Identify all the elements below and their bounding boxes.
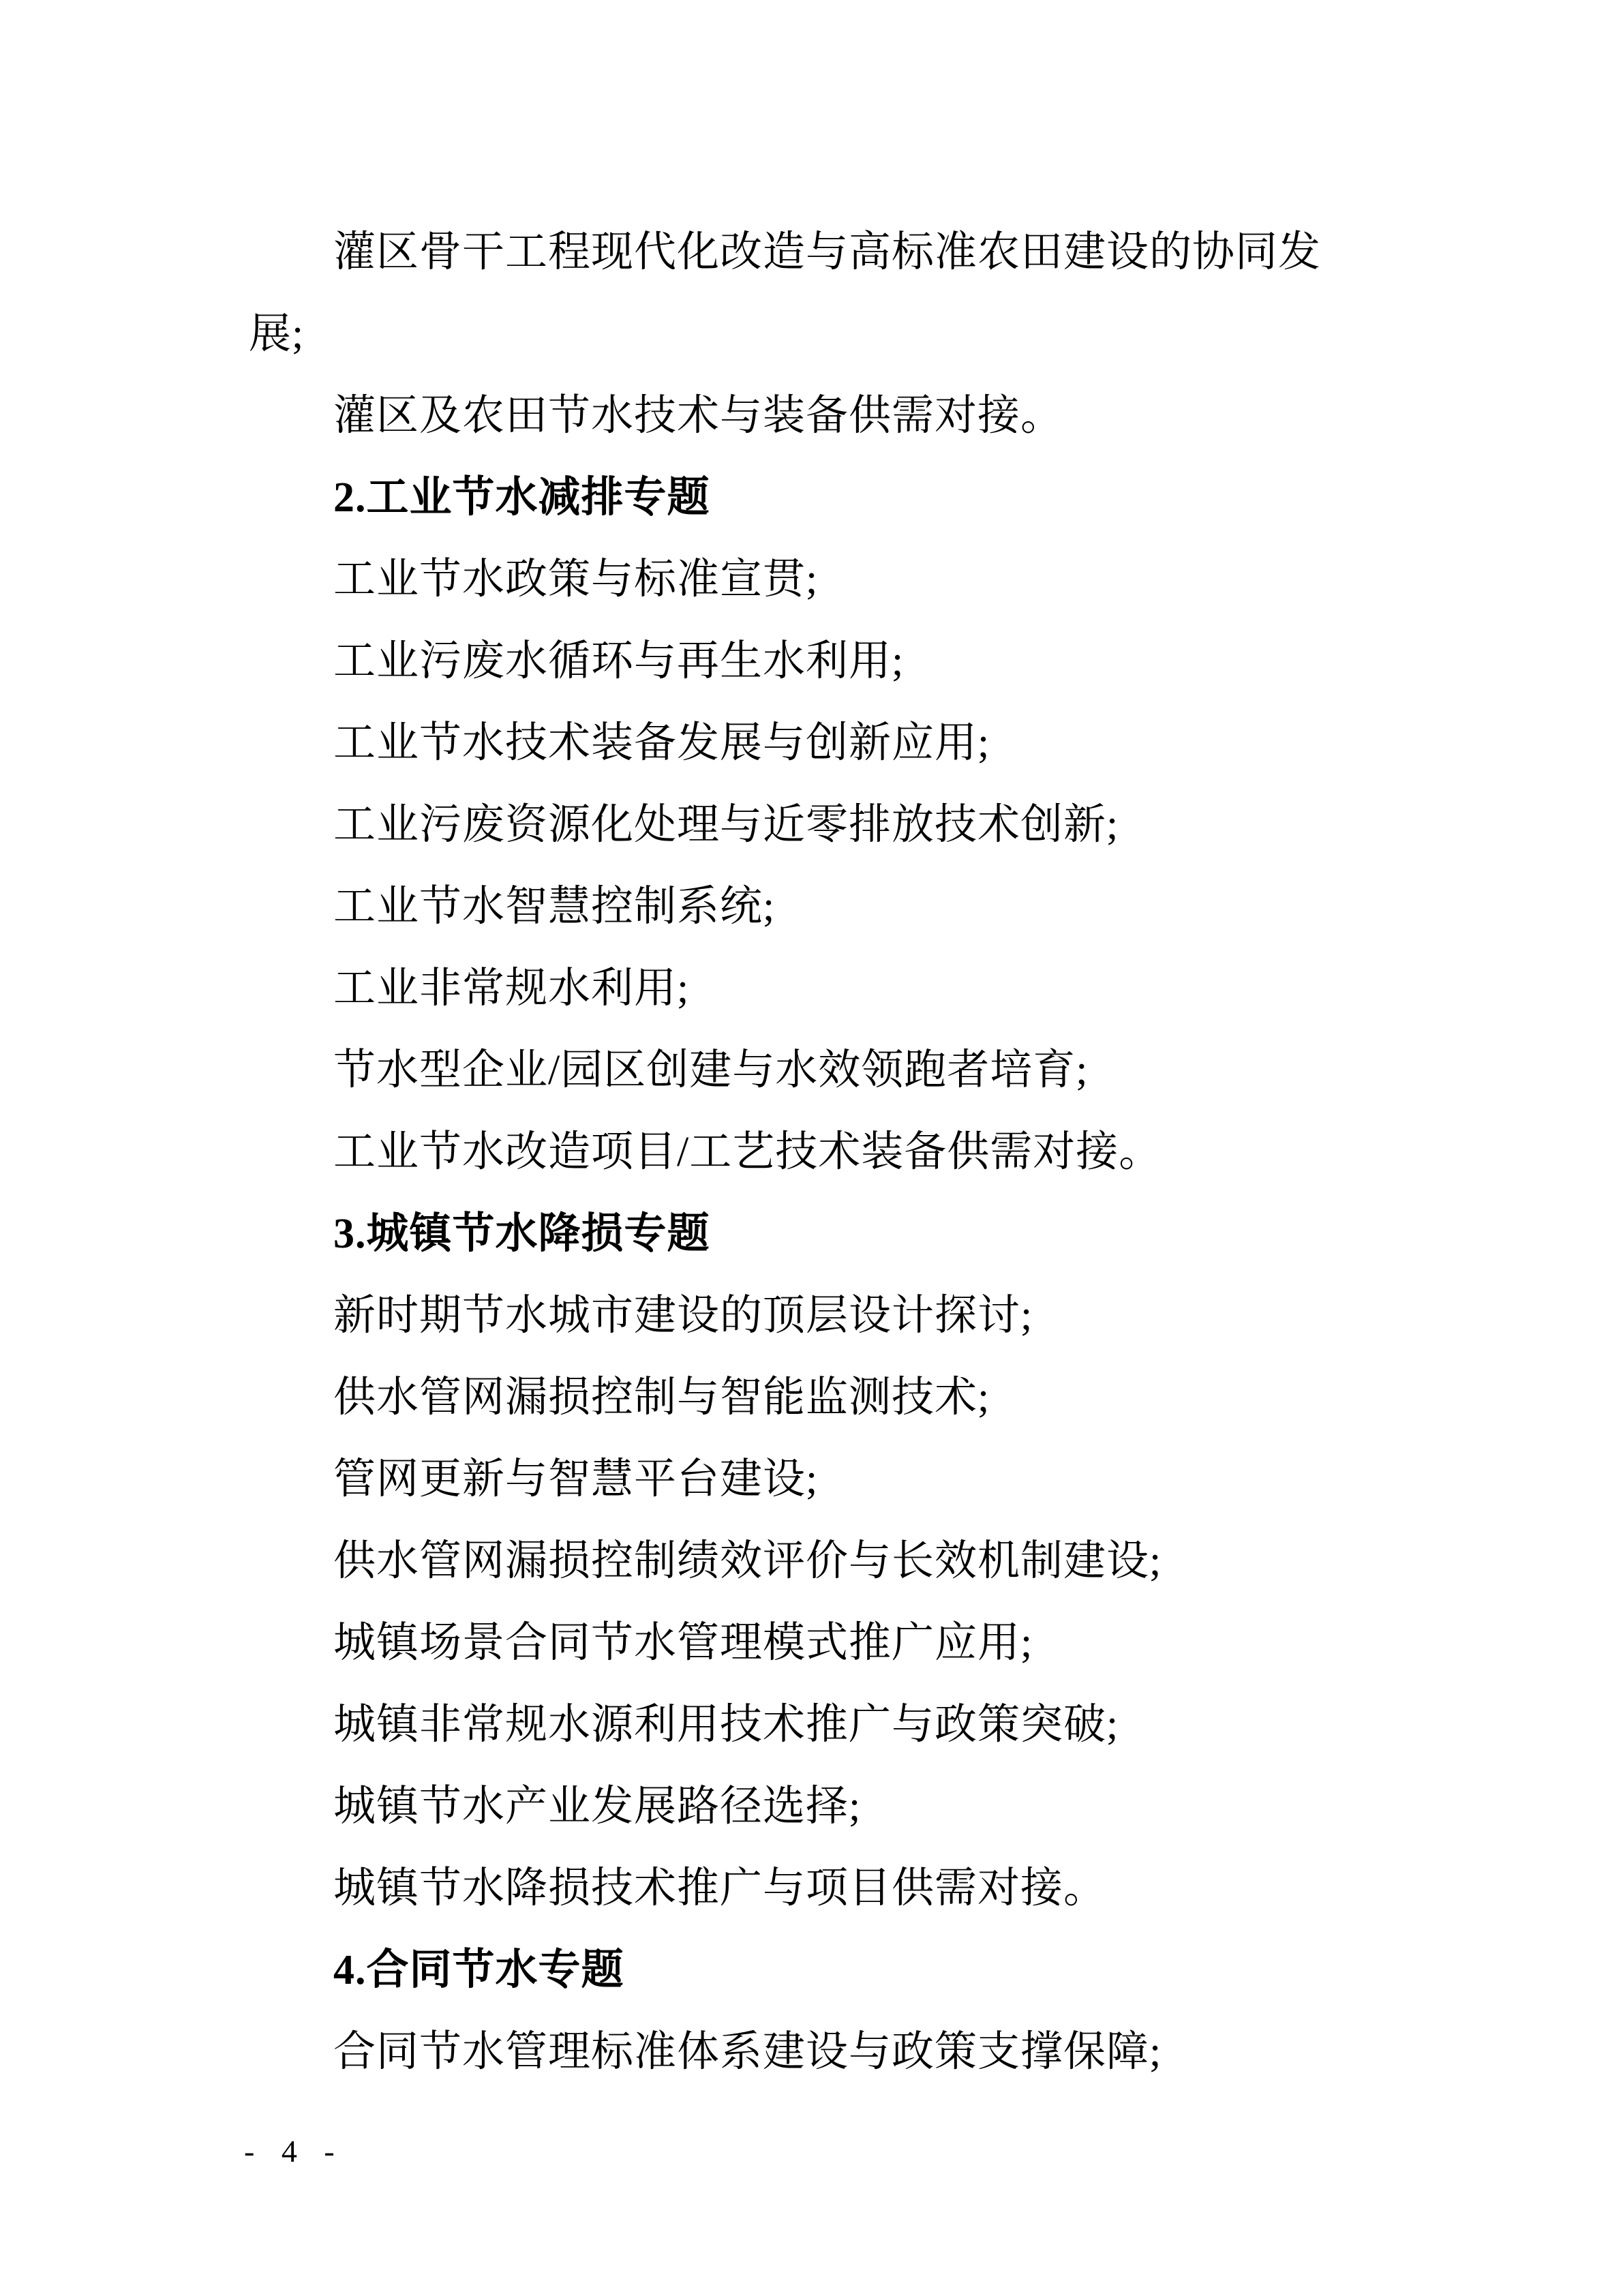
text-line: 城镇非常规水源利用技术推广与政策突破; xyxy=(333,1702,1119,1748)
text-line: 供水管网漏损控制与智能监测技术; xyxy=(333,1374,990,1421)
text-line: 工业节水技术装备发展与创新应用; xyxy=(333,720,990,766)
text-line: 城镇场景合同节水管理模式推广应用; xyxy=(333,1620,1033,1666)
text-line: 工业污废资源化处理与近零排放技术创新; xyxy=(333,802,1119,848)
text-line: 供水管网漏损控制绩效评价与长效机制建设; xyxy=(333,1538,1162,1584)
text-line: 工业非常规水利用; xyxy=(333,965,690,1012)
text-line: 工业节水政策与标准宣贯; xyxy=(333,556,819,603)
text-line: 3.城镇节水降损专题 xyxy=(333,1211,710,1257)
page-number: - 4 - xyxy=(244,2134,344,2169)
text-line: 合同节水管理标准体系建设与政策支撑保障; xyxy=(333,2029,1162,2075)
text-line: 工业节水改造项目/工艺技术装备供需对接。 xyxy=(333,1129,1162,1175)
text-line: 4.合同节水专题 xyxy=(333,1947,624,1993)
text-line: 2.工业节水减排专题 xyxy=(333,474,710,521)
text-line: 灌区骨干工程现代化改造与高标准农田建设的协同发 xyxy=(333,229,1322,275)
text-line: 工业节水智慧控制系统; xyxy=(333,883,776,930)
text-line: 新时期节水城市建设的顶层设计探讨; xyxy=(333,1293,1033,1339)
text-line: 灌区及农田节水技术与装备供需对接。 xyxy=(333,393,1064,439)
text-line: 展; xyxy=(249,311,305,357)
text-line: 节水型企业/园区创建与水效领跑者培育; xyxy=(333,1047,1089,1093)
document-body xyxy=(249,211,1380,2093)
text-line: 城镇节水产业发展路径选择; xyxy=(333,1783,862,1830)
text-line: 管网更新与智慧平台建设; xyxy=(333,1456,819,1502)
text-line: 工业污废水循环与再生水利用; xyxy=(333,638,905,684)
text-line: 城镇节水降损技术推广与项目供需对接。 xyxy=(333,1865,1107,1912)
